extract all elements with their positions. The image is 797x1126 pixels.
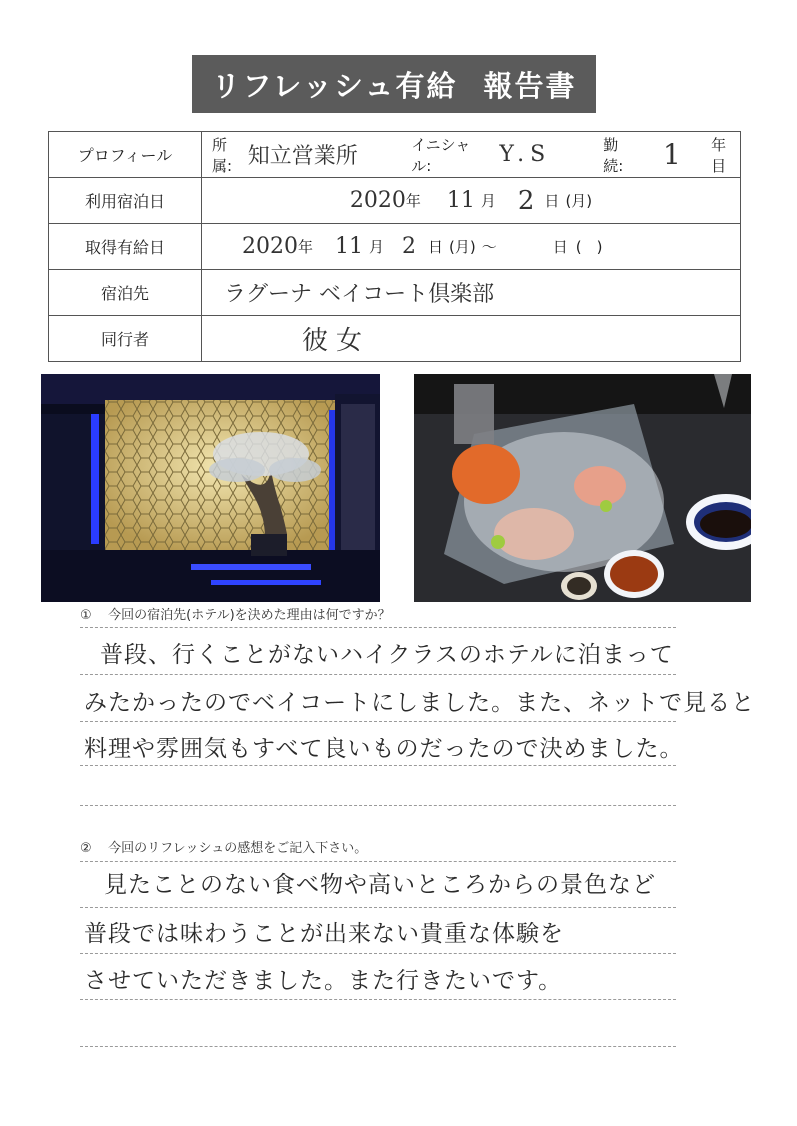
leave-day-unit: 日 <box>428 238 444 256</box>
stay-date-row <box>49 178 741 224</box>
tenure-unit: 年目 <box>711 135 727 175</box>
initial-value: Y.S <box>499 142 552 167</box>
stay-day-unit: 日 <box>544 192 560 210</box>
answer-2-line <box>80 1046 676 1047</box>
question-2-number: ② <box>80 841 92 856</box>
answer-2-line <box>80 953 676 954</box>
tenure-label: 勤続: <box>603 135 624 175</box>
report-title <box>192 55 596 113</box>
stay-month: 11 <box>446 188 475 213</box>
report-title-right: 報告書 <box>483 68 577 103</box>
leave-tilde: 〜 <box>481 238 497 256</box>
destination-value: ラグーナ ベイコート倶楽部 <box>224 282 495 307</box>
affiliation-label: 所属: <box>212 135 233 175</box>
stay-weekday: (月) <box>565 192 593 210</box>
leave-weekday: (月) <box>449 238 476 256</box>
leave-year-unit: 年 <box>298 238 314 256</box>
affiliation-value: 知立営業所 <box>247 144 358 169</box>
answer-2-line-2: 普段では味わうことが出来ない貴重な体験を <box>84 921 564 947</box>
leave-date-label: 取得有給日 <box>49 224 202 270</box>
answer-2-line <box>80 907 676 908</box>
answer-1-line <box>80 765 676 766</box>
answer-2-line <box>80 999 676 1000</box>
profile-row <box>49 132 741 178</box>
report-form-table <box>48 131 741 362</box>
initial-label: イニシャル: <box>411 135 471 175</box>
leave-month: 11 <box>335 234 364 259</box>
question-2 <box>80 837 367 856</box>
leave-end-weekday: ( ) <box>575 238 603 256</box>
answer-1-line-1: 普段、行くことがないハイクラスのホテルに泊まって <box>100 642 674 668</box>
companion-value: 彼女 <box>302 326 371 356</box>
answer-1-line <box>80 805 676 806</box>
sashimi-dish-photo <box>414 374 751 602</box>
question-2-text: 今回のリフレッシュの感想をご記入下さい。 <box>108 841 368 856</box>
answer-2-line-1: 見たことのない食べ物や高いところからの景色など <box>104 872 656 898</box>
stay-year: 2020 <box>349 188 406 213</box>
stay-month-unit: 月 <box>480 192 496 210</box>
question-1-text: 今回の宿泊先(ホテル)を決めた理由は何ですか？ <box>108 608 391 623</box>
answer-2-line-3: させていただきました。また行きたいです。 <box>84 968 563 994</box>
answer-1-line <box>80 674 676 675</box>
leave-month-unit: 月 <box>369 238 385 256</box>
hotel-lobby-photo <box>41 374 380 602</box>
companion-label: 同行者 <box>49 316 202 362</box>
answer-1-line <box>80 721 676 722</box>
leave-day: 2 <box>402 234 417 259</box>
destination-row <box>49 270 741 316</box>
leave-end-day-unit: 日 <box>552 238 568 256</box>
question-1 <box>80 604 391 623</box>
tenure-value: 1 <box>663 138 681 171</box>
answer-1-line-2: みたかったのでベイコートにしました。また、ネットで見ると <box>84 690 756 716</box>
destination-label: 宿泊先 <box>49 270 202 316</box>
leave-year: 2020 <box>242 234 298 259</box>
answer-1-line <box>80 627 676 628</box>
report-title-left: リフレッシュ有給 <box>211 68 458 103</box>
question-1-number: ① <box>80 608 92 623</box>
profile-label: プロフィール <box>49 132 202 178</box>
stay-day: 2 <box>517 185 535 216</box>
answer-2-line <box>80 861 676 862</box>
companion-row <box>49 316 741 362</box>
stay-date-label: 利用宿泊日 <box>49 178 202 224</box>
stay-year-unit: 年 <box>405 192 421 210</box>
leave-date-row <box>49 224 741 270</box>
answer-1-line-3: 料理や雰囲気もすべて良いものだったので決めました。 <box>84 736 684 762</box>
